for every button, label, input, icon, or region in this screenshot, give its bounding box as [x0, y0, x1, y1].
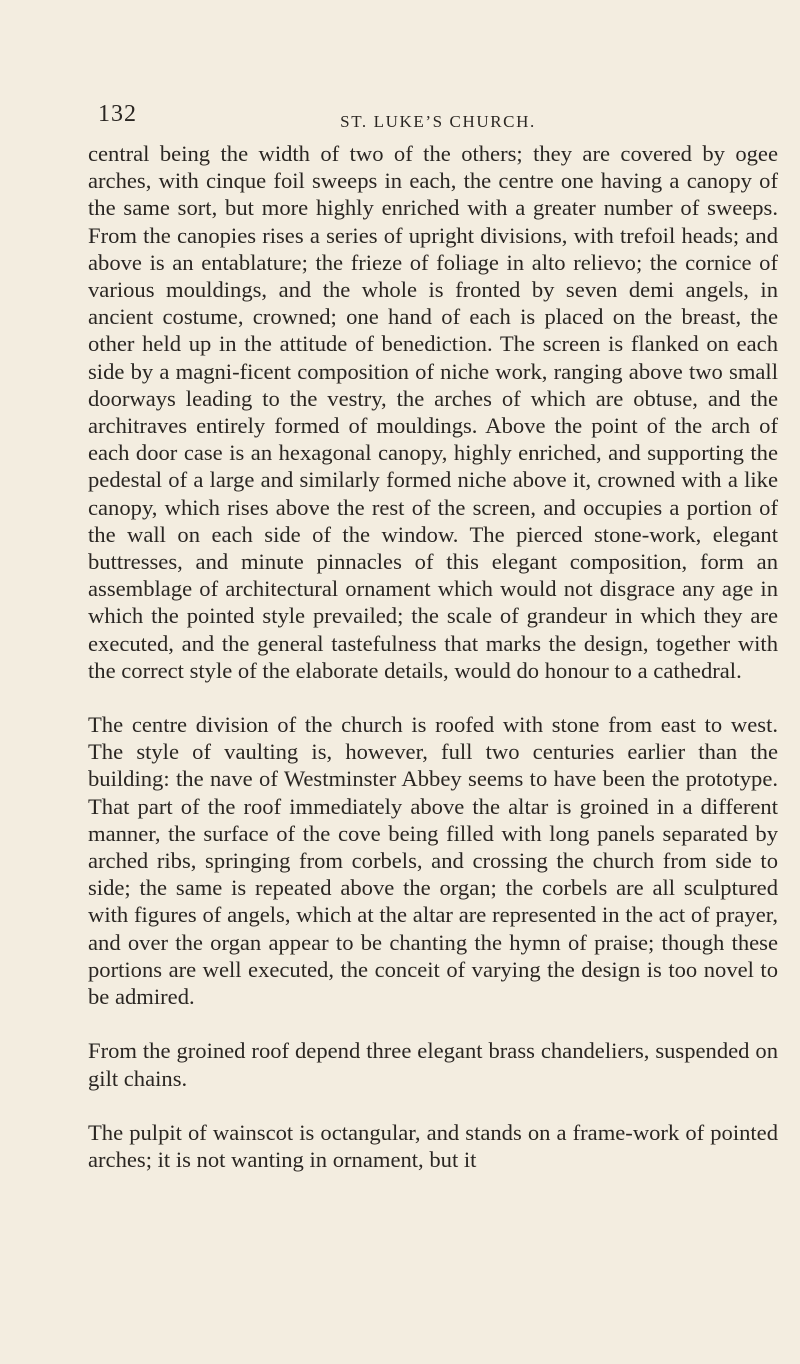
- paragraph-screen-description: central being the width of two of the others; they are covered by ogee arches, with cinque foil sweeps in each, the centre one having a canopy of the same sort, but more highly enriched with a greater number of sweeps. From the canopies rises a series of upright divisions, with trefoil heads; and above is an entablature; the frieze of foliage in alto relievo; the cornice of various mouldings, and the whole is fronted by seven demi angels, in ancient costume, crowned; one hand of each is placed on the breast, the other held up in the attitude of benediction. The screen is flanked on each side by a magni-ficent composition of niche work, ranging above two small doorways leading to the vestry, the arches of which are obtuse, and the architraves entirely formed of mouldings. Above the point of the arch of each door case is an hexagonal canopy, highly enriched, and supporting the pedestal of a large and similarly formed niche above it, crowned with a like canopy, which rises above the rest of the screen, and occupies a portion of the wall on each side of the window. The pierced stone-work, elegant buttresses, and minute pinnacles of this elegant composition, form an assemblage of architectural ornament which would not disgrace any age in which the pointed style prevailed; the scale of grandeur in which they are executed, and the general tastefulness that marks the design, together with the correct style of the elaborate details, would do honour to a cathedral.: [88, 141, 778, 683]
- page-number: 132: [98, 101, 137, 127]
- body-text: [88, 140, 778, 1173]
- paragraph-roof-vaulting: The centre division of the church is roofed with stone from east to west. The style of vaulting is, however, full two centuries earlier than the building: the nave of Westminster Abbey seems to have been the prototype. That part of the roof immediately above the altar is groined in a different manner, the surface of the cove being filled with long panels separated by arched ribs, springing from corbels, and crossing the church from side to side; the same is repeated above the organ; the corbels are all sculptured with figures of angels, which at the altar are represented in the act of prayer, and over the organ appear to be chanting the hymn of praise; though these portions are well executed, the conceit of varying the design is too novel to be admired.: [88, 712, 778, 1010]
- running-head: [88, 84, 788, 131]
- running-title: ST. LUKE’S CHURCH.: [340, 112, 536, 131]
- paragraph-chandeliers: From the groined roof depend three elegant brass chandeliers, suspended on gilt chains.: [88, 1038, 778, 1091]
- paragraph-pulpit: The pulpit of wainscot is octangular, and stands on a frame-work of pointed arches; it is not wanting in ornament, but it: [88, 1119, 778, 1172]
